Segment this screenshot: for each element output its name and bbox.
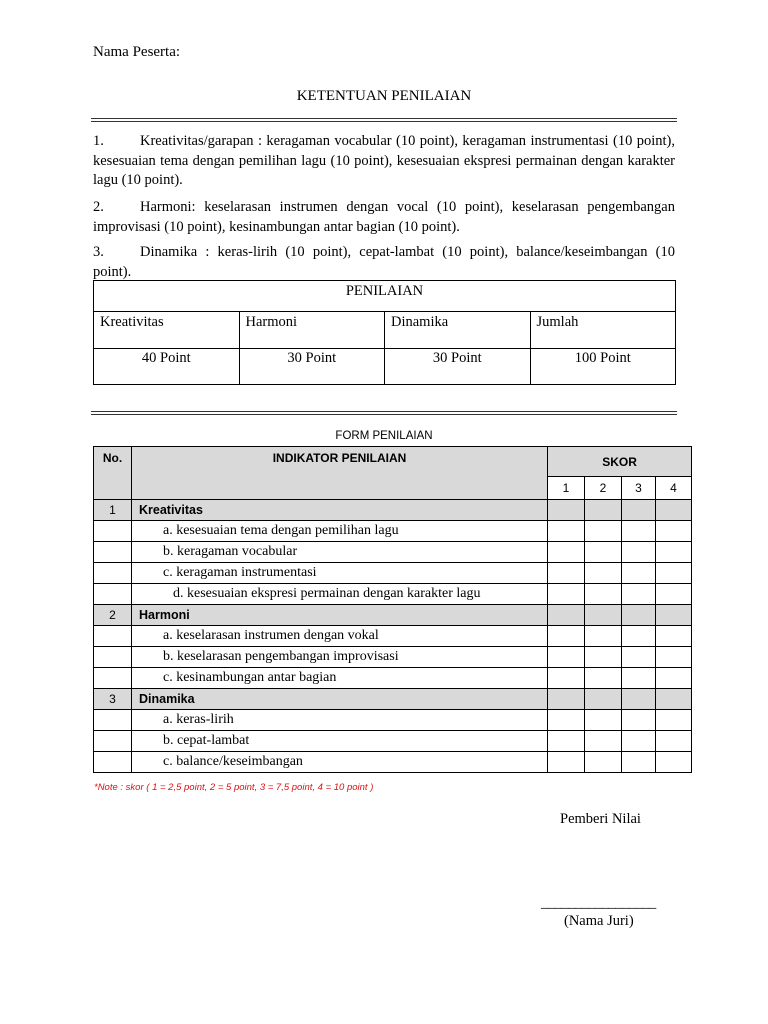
- indicator-item: c. keragaman instrumentasi: [132, 563, 548, 584]
- score-cell: [585, 689, 622, 710]
- assessment-form-table: [93, 446, 692, 773]
- score-cell: [656, 605, 692, 626]
- criterion-1-text: Kreativitas/garapan : keragaman vocabular (10 point), keragaman instrumentasi (10 point), kesesuaian tema dengan pemilihan lagu (10 point), kesesuaian ekspresi permainan dengan karakter lagu (10 point).: [93, 133, 675, 188]
- score-level-3: 3: [622, 477, 656, 500]
- score-cell[interactable]: [622, 710, 656, 731]
- score-level-1: 1: [548, 477, 585, 500]
- score-cell[interactable]: [585, 563, 622, 584]
- column-header-score: SKOR: [548, 447, 692, 477]
- score-level-2: 2: [585, 477, 622, 500]
- score-cell[interactable]: [548, 626, 585, 647]
- score-cell[interactable]: [622, 626, 656, 647]
- indicator-item: b. keselarasan pengembangan improvisasi: [132, 647, 548, 668]
- criterion-1: [93, 132, 675, 191]
- score-cell: [585, 605, 622, 626]
- summary-points-row: [94, 349, 676, 385]
- summary-category-harmoni: Harmoni: [239, 312, 385, 349]
- participant-name-label: Nama Peserta:: [93, 44, 181, 60]
- indicator-item: a. keselarasan instrumen dengan vokal: [132, 626, 548, 647]
- score-cell[interactable]: [585, 731, 622, 752]
- score-cell[interactable]: [585, 710, 622, 731]
- score-cell[interactable]: [656, 521, 692, 542]
- score-cell[interactable]: [548, 752, 585, 773]
- score-cell[interactable]: [622, 584, 656, 605]
- double-divider-top: [91, 118, 677, 122]
- indicator-item: b. cepat-lambat: [132, 731, 548, 752]
- score-cell[interactable]: [548, 647, 585, 668]
- section-row-kreativitas: [94, 500, 692, 521]
- indicator-item: d. kesesuaian ekspresi permainan dengan karakter lagu: [132, 584, 548, 605]
- criterion-1-number: 1.: [93, 133, 104, 149]
- indicator-item: c. balance/keseimbangan: [132, 752, 548, 773]
- score-cell[interactable]: [585, 626, 622, 647]
- section-row-dinamika: [94, 689, 692, 710]
- section-name: Dinamika: [132, 689, 548, 710]
- table-row: [94, 731, 692, 752]
- section-row-harmoni: [94, 605, 692, 626]
- form-header-row: [94, 447, 692, 477]
- score-cell[interactable]: [622, 731, 656, 752]
- indicator-item: a. keras-lirih: [132, 710, 548, 731]
- section-number: 1: [94, 500, 132, 521]
- section-name: Harmoni: [132, 605, 548, 626]
- empty-no-cell: [94, 752, 132, 773]
- score-cell[interactable]: [656, 647, 692, 668]
- score-cell[interactable]: [622, 563, 656, 584]
- column-header-no: No.: [94, 447, 132, 500]
- summary-category-dinamika: Dinamika: [385, 312, 531, 349]
- score-cell[interactable]: [548, 731, 585, 752]
- score-cell[interactable]: [656, 710, 692, 731]
- criterion-2: [93, 198, 675, 237]
- empty-no-cell: [94, 584, 132, 605]
- double-divider-bottom: [91, 411, 677, 415]
- score-cell[interactable]: [548, 563, 585, 584]
- score-cell[interactable]: [656, 626, 692, 647]
- table-row: [94, 647, 692, 668]
- section-number: 3: [94, 689, 132, 710]
- judge-name-label: (Nama Juri): [564, 913, 634, 929]
- score-cell: [622, 689, 656, 710]
- score-cell[interactable]: [622, 521, 656, 542]
- score-cell: [548, 689, 585, 710]
- summary-category-kreativitas: Kreativitas: [94, 312, 240, 349]
- summary-table: [93, 280, 676, 385]
- criterion-3-text: Dinamika : keras-lirih (10 point), cepat-lambat (10 point), balance/keseimbangan (10 point).: [93, 244, 675, 280]
- score-cell[interactable]: [622, 542, 656, 563]
- score-cell[interactable]: [656, 668, 692, 689]
- empty-no-cell: [94, 647, 132, 668]
- table-row: [94, 752, 692, 773]
- indicator-item: b. keragaman vocabular: [132, 542, 548, 563]
- score-cell: [622, 605, 656, 626]
- summary-title-row: [94, 281, 676, 312]
- score-cell[interactable]: [585, 752, 622, 773]
- score-cell[interactable]: [656, 584, 692, 605]
- score-note: *Note : skor ( 1 = 2,5 point, 2 = 5 point, 3 = 7,5 point, 4 = 10 point ): [94, 782, 374, 793]
- section-number: 2: [94, 605, 132, 626]
- column-header-indicator: INDIKATOR PENILAIAN: [132, 447, 548, 500]
- grader-label: Pemberi Nilai: [560, 811, 641, 827]
- criterion-3: [93, 243, 675, 282]
- score-cell[interactable]: [585, 647, 622, 668]
- table-row: [94, 521, 692, 542]
- table-row: [94, 584, 692, 605]
- score-cell: [548, 500, 585, 521]
- score-cell[interactable]: [548, 521, 585, 542]
- signature-line: _________________: [541, 895, 656, 911]
- indicator-item: a. kesesuaian tema dengan pemilihan lagu: [132, 521, 548, 542]
- criterion-2-number: 2.: [93, 199, 104, 215]
- empty-no-cell: [94, 731, 132, 752]
- score-level-4: 4: [656, 477, 692, 500]
- score-cell[interactable]: [585, 542, 622, 563]
- table-row: [94, 626, 692, 647]
- score-cell[interactable]: [656, 542, 692, 563]
- empty-no-cell: [94, 710, 132, 731]
- empty-no-cell: [94, 542, 132, 563]
- summary-category-jumlah: Jumlah: [530, 312, 676, 349]
- score-cell[interactable]: [656, 731, 692, 752]
- form-title: FORM PENILAIAN: [335, 430, 433, 442]
- table-row: [94, 668, 692, 689]
- score-cell[interactable]: [656, 563, 692, 584]
- summary-points-harmoni: 30 Point: [239, 349, 385, 385]
- summary-points-jumlah: 100 Point: [530, 349, 676, 385]
- score-cell[interactable]: [548, 584, 585, 605]
- score-cell: [622, 500, 656, 521]
- summary-category-row: [94, 312, 676, 349]
- score-cell[interactable]: [656, 752, 692, 773]
- score-cell[interactable]: [548, 542, 585, 563]
- summary-title: PENILAIAN: [94, 281, 676, 312]
- score-cell[interactable]: [585, 584, 622, 605]
- score-cell[interactable]: [622, 752, 656, 773]
- document-title: KETENTUAN PENILAIAN: [296, 88, 472, 104]
- section-name: Kreativitas: [132, 500, 548, 521]
- score-cell: [656, 689, 692, 710]
- score-cell: [548, 605, 585, 626]
- score-cell[interactable]: [548, 710, 585, 731]
- table-row: [94, 710, 692, 731]
- table-row: [94, 563, 692, 584]
- score-cell[interactable]: [585, 521, 622, 542]
- empty-no-cell: [94, 563, 132, 584]
- table-row: [94, 542, 692, 563]
- empty-no-cell: [94, 668, 132, 689]
- indicator-item: c. kesinambungan antar bagian: [132, 668, 548, 689]
- criterion-2-text: Harmoni: keselarasan instrumen dengan vocal (10 point), keselarasan pengembangan improvisasi (10 point), kesinambungan antar bagian (10 point).: [93, 199, 675, 235]
- score-cell: [656, 500, 692, 521]
- empty-no-cell: [94, 626, 132, 647]
- empty-no-cell: [94, 521, 132, 542]
- score-cell[interactable]: [585, 668, 622, 689]
- score-cell: [585, 500, 622, 521]
- summary-points-kreativitas: 40 Point: [94, 349, 240, 385]
- summary-points-dinamika: 30 Point: [385, 349, 531, 385]
- score-cell[interactable]: [622, 647, 656, 668]
- score-cell[interactable]: [622, 668, 656, 689]
- criterion-3-number: 3.: [93, 244, 104, 260]
- score-cell[interactable]: [548, 668, 585, 689]
